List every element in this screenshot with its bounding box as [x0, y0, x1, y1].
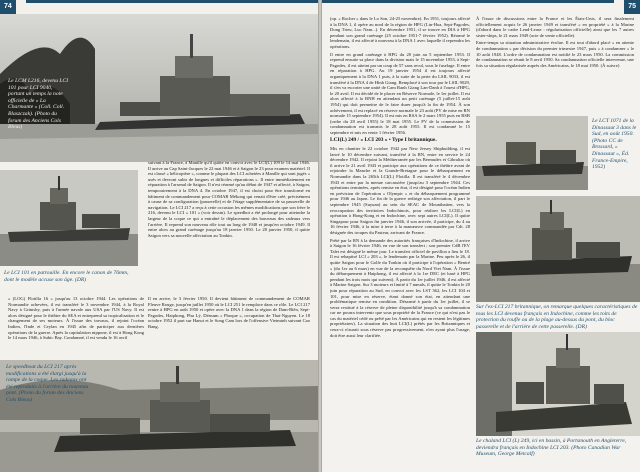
left-column-text [148, 160, 310, 293]
right-paragraph-2: Il entre en grand carénage à HPG du 20 juin au 5 septembre 1953. Il reprend ensuite sa place dans la division mais le 15 novembre 1953, à Sept-Pagodes, il est atteint par un coup de 57 sans recul, sous le fuselage. Il entre en réparation à HPG. Au 19 janvier 1954 il est toujours affecté organiquement à la DNA 1 puis, à la suite de la perte du LSIL 9033, il est transféré à la DNA 4 de Hình Giang. Remplacé à son tour par le LSIL 9029, il s'en va escorter une unité de Cam Ranh Giang Lan-Danh à l'ouest d'HPG, le 20 avril. Il est décidé de le placer en Réserve Normale, le 1er juillet. Il est alors affecté à la BNH en attendant un petit carénage (5 juillet-15 août 1954) qui doit permettre de le faire durer jusqu'à la fin de 1954. À son achèvement, il est replacé en réserve normale le 23 août (PV de mise en RN normale 15 septembre 1954). Il est mis en RSA le 2 mars 1955 puis en RSB (ordre du 28 avril 1955) le 18 mai 1955. Le PV de la commission de condamnation est transmis le 28 août 1955. Il est condamné le 15 septembre et mis en vente 1 février 1956. [330, 51, 470, 135]
caption-chaland-249: Le chaland LCI (L) 249, ici en bassin, à Portsmouth en Angleterre, deviendra français en Indochine LCI 203. (Photo Canadian War Museum, George Metcalf) [476, 438, 627, 458]
right-page [322, 0, 640, 472]
right-column-2 [476, 16, 634, 112]
left-page [0, 0, 318, 472]
right-top-rule [322, 0, 614, 3]
caption-lci-101: Le LCI 101 en patrouille. En encore le canon de 76mm, dont le modèle accuse son âge. (DR) [4, 270, 129, 283]
left-bottom-text: « (LOG) Flotilla 16 » jusqu'au 13 octobre 1944. Les opérations de Normandie achevées, il est transféré le 3 novembre 1944, à la Royal Navy à Grimsby, puis à l'armée navale aux USA par l'US Navy. Il est alors désigné pour le théâtre du SEA et entreprend sa tropicalisation et le changement de ses moteurs. À l'issue des travaux, il rejoint l'océan Indien, l'Inde et Ceylan en 1945 afin de participer aux dernières opérations de la guerre. Après la capitulation nippone, il est à Hong Kong le 14 mars 1946, à Subic Bay. Condamné, il est vendu le 16 avril [8, 296, 144, 341]
left-top-rule [26, 0, 318, 3]
photo-lct-1071 [476, 116, 588, 190]
right-paragraph-5: À l'issue de discussions entre la France et les États-Unis, il sera finalement officiellement acquis le 26 janvier 1949 et transféré « en propriété » à la Marine (d'abord dans le cadre Lend-Lease : régularisation officielle) ainsi que les 7 autres sister-ships, le 21 mars 1949 (acte de vente officielle). [476, 16, 634, 38]
right-paragraph-1: (op. « Rocher » dans le Lo Son, 24-25 novembre). En 1951, toujours affecté à la DNA 1, il opère au nord de la région de HPG (Lin-Hoa, Sept-Pagodes, Dong Trieu, Luc Nam...). En décembre 1951, il se trouve en DIA à HPG pendant son grand carénage (25 octobre 1951-7 février 1952). Réarmé le lendemain, il est affecté à nouveau à la DNA 1 avec laquelle il reprendra les opérations. [330, 16, 470, 49]
section-heading-lci-249: LCI(L) 249 / « LCI 203 » • Type I britannique. [330, 137, 437, 144]
left-paragraph-1: suivant à la France, à Manille qu'il quitte en convoi avec le LCI(L) 109 le 14 mai 1946. Il arrive au Cap Saint-Jacques le 22 mai 1946 et à Saigon le 23 pour examen matériel. Il est classé « hélicoptère », comme le plupart des LCI achetées à Manille qui sont jugés « usés et devront subir de longues et difficiles réparations ». Il entre immédiatement en réparation à l'arsenal de Saigon. Il n'est réarmé qu'au début de 1947 et affecté, à Saigon, temporairement à la DNA 4. En octobre 1947, il est choisi pour être transformé en bâtiment de commandement pour COMAR Mékong qui venait d'être créé, précisément à cause de sa configuration (passerelle) et de l'étage supplémentaire de sa passerelle de navigation. Le LCI 217 a reçu à cette occasion les mêmes modifications que son frère le 216, devenu le LCI « 101 » (voir dessin). Le speedbot a été prolongé pour atteindre la largeur de la coque ce qui a entraîné le déplacement des barceaux des radeaux vers l'arrière. Il reprend son nouveau rôle tout au long de 1948 et jusqu'en octobre 1949. Il entre alors au grand carénage jusqu'au 18 janvier 1950. Le 28 janvier 1950, il quitte Saigon vers sa nouvelle affectation au Tonkin. [148, 160, 310, 238]
photo-chaland-249 [476, 332, 640, 436]
right-column-1 [330, 16, 470, 466]
left-column-text-2 [148, 296, 310, 358]
right-paragraph-3: Mis en chantier le 22 octobre 1942 par New Jersey Shipbuilding, il est lancé le 10 décembre suivant, transféré à la RN, entre en service le 24 décembre 1942. Il rejoint la Méditerranée par les Bermudes et Gibraltar où il arrive le 21 avril 1943 et participe aux opérations de ce théâtre avant de rejoindre la Manche et la Grande-Bretagne pour le débarquement en Normandie dans la 265th LCI(L) Flotilla. Il est transféré le 4 décembre 1943 et entre par la menue carcassière (jusqu'au 3 septembre 1944. Ces opérations terminées, après remise en état, il est désigné pour l'océan Indien en prévision de l'opération « Olympic » et du débarquement programmé pour 1946 au Japon. Le fin de la guerre redirige son affectation, il part le septembre 1945 (Suyuan) au sein du SEAC de Mountbatten, vers la reoccupation des territoires Indochinois, pour réaliser les LCI(L) en opération à Hong-Kong et en Indochine, avec sept autres LCI(L). Il quitte Singapour pour Saigon fin janvier 1946, il son arrivée, il participe, du 4 au 16 février 1946, à la mise à terre à la manœuvre commandée par Cdt. 28 désignée des troupes du Pasteur, arrivant de France. [330, 146, 470, 235]
right-page-number: 75 [624, 0, 640, 14]
caption-speedboat: Le speedboat du LCI 217 après modifications a été élargi jusqu'à la rampe de la coque. Les radeaux ont été reproduits à l'arrière du nouveau pont. (Photo du forum des Anciens Cols Bleus) [6, 364, 89, 403]
photo-lci-101 [0, 170, 138, 266]
right-paragraph-4: Prêté par la RN à la demande des autorités françaises d'Indochine, il arrive à Saigon le 16 février 1946, en vue de son transfert ; son premier CdB l'EV Talet est désigné le même jour. Le transfert officiel de pavillon a lieu le 18. Il est rebaptisé LCI « 203 », le lendemain par la Marine. Peu après le 26, il quitte Saigon pour le Golfe du Tonkin où il participe à l'opération « Bentré » (du 1er au 6 mars) en vue de la reconquête du Nord Viet Nam. À l'issue du débarquement à Haiphong, il est affecté à la 1re DEC (et basé à HPG pendant les trois mois qui suivent). À partir du 1er juillet 1946, il est affecté à Marine Saigon. Sur 3 moteurs et limité à 7 nœuds, il quitte le Tonkin le 20 juin pour réparation au Sud, en convoi avec les LST 362, les LCI 104 et 101, pour mise en réserve, étant donné son état, en attendant une problématique remise en condition. Désarmé à partir du 1er juillet, il se verra restitué à la réserve de pleine disponibilité jusqu'à sa condamnation car ne pourra intervenir que sous propriété de la France (ce qui n'est pas le cas du matériel cédé ou prêté par les Américains qui en restent les légitimes propriétaires). La situation des huit LCI(L) prêtés par les Britanniques et ceux-ci n'aurait sous réserve pas progressivement, n'en ayant plus l'usage, doit être aussi leur clarifiée. [330, 237, 470, 338]
right-paragraph-6: Entre-temps sa situation administrative évolue. Il est tout d'abord placé « en attente de condamnation » par décision du premier trimestre 1947, puis « à condamner » le 10 août 1948. L'ordre de condamnation est notifié le 23 mars 1950. La commission de condamnation se réunit le 8 avril 1950. Sa condamnation officielle intervenue, une fois sa situation régularisée auprès des Américains, le 18 mai 1950. (À suivre) [476, 40, 634, 68]
caption-lct-1071: Le LCT 1071 de la Dinassaut 3 dans le Sud, en août 1950. (Photo CC de Brossard, « Dinassaut », Éd. France-Empire, 1952) [592, 118, 637, 171]
left-paragraph-2: Il en arrive, le 3 février 1950. Il devient bâtiment de commandement de COMAR Fleuve Rouge, jusqu'en juillet 1950 où le LCI 251 le remplace dans ce rôle. Le LCI 217 rentre à HPG en août 1950 et opère avec la DNA 1 dans la région de Dam-Biên, Sept-Pagodes, Haiphong, Phu Lý, Dénsum « Phoque », occupation de Thai-Nguyen. Le 18 octobre 1952 il part sur Hanoi et le Song Cam lors de l'offensive Vietminh suivant Cao Bang. [148, 296, 310, 329]
photo-lci-217 [476, 196, 640, 302]
caption-lcm-216: Le LCM L216, devenu LCI 101 pour LCI 9040, portant un temps la note officielle de « La Charmante » (Coll. Coll. Blaszczak). (Photo du forum des Anciens Cols Bleus) [8, 78, 69, 131]
caption-lci-217: Sur l'ex-LCI 217 britannique, on remarque quelques caractéristiques de tous les LCI devenus français en Indochine, comme les toits de protection du roufle ou de la plage au-dessus du pont, du bloc passerelle et de l'arrière de cette passerelle. (DR) [476, 304, 638, 330]
left-page-number: 74 [0, 0, 16, 14]
